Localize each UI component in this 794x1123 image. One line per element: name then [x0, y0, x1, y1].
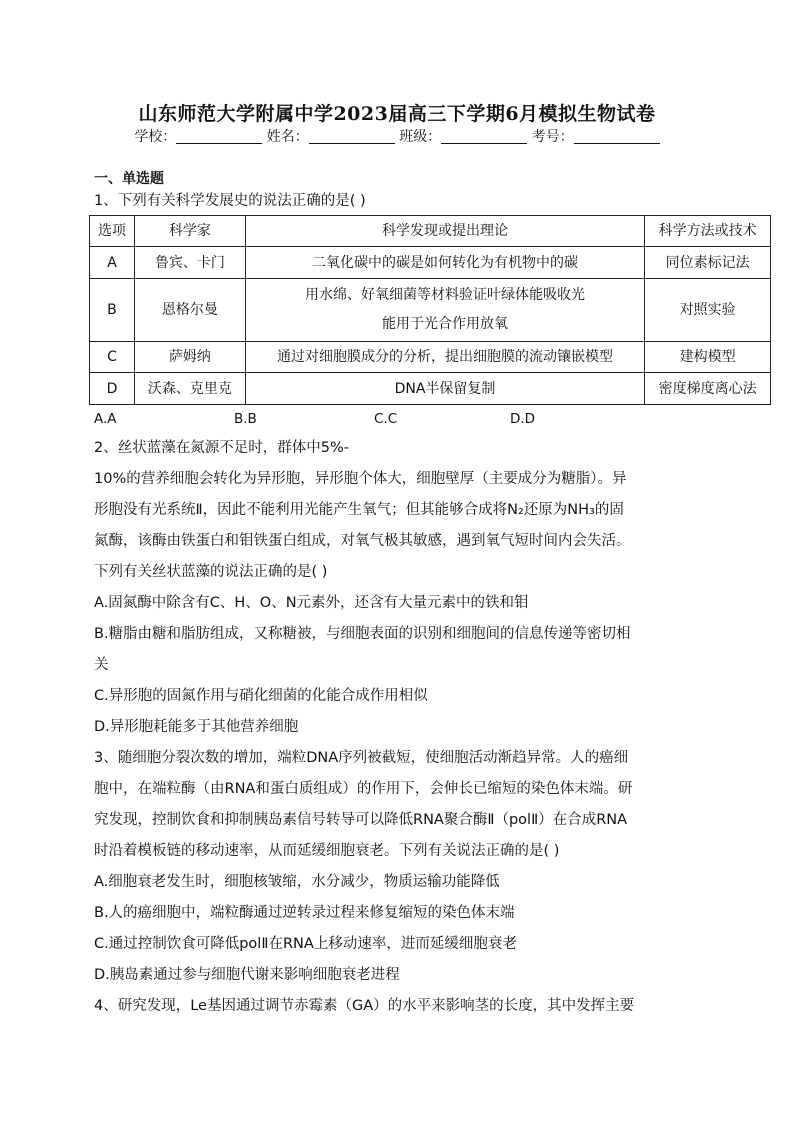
table-cell: 沃森、克里克 — [134, 373, 245, 405]
name-label: 姓名： — [266, 129, 309, 145]
table-cell: 建构模型 — [645, 342, 771, 373]
option-b[interactable]: B.糖脂由糖和脂肪组成，又称糖被，与细胞表面的识别和细胞间的信息传递等密切相 — [94, 626, 631, 642]
option-d[interactable]: D.D — [510, 411, 536, 427]
question-2-line: 氮酶，该酶由铁蛋白和钼铁蛋白组成，对氧气极其敏感，遇到氧气短时间内会失活。 — [94, 533, 631, 549]
question-2-line: 下列有关丝状蓝藻的说法正确的是( ) — [94, 564, 328, 580]
school-label: 学校： — [134, 129, 177, 145]
class-label: 班级： — [399, 129, 442, 145]
option-a[interactable]: A.固氮酶中除含有C、H、O、N元素外，还含有大量元素中的铁和钼 — [94, 595, 529, 611]
question-3-line: 3、随细胞分裂次数的增加，端粒DNA序列被截短，使细胞活动渐趋异常。人的癌细 — [94, 750, 629, 766]
table-header-row — [90, 216, 771, 247]
number-label: 考号： — [531, 129, 574, 145]
table-header-cell: 科学发现或提出理论 — [245, 216, 644, 247]
section-heading: 一、单选题 — [94, 171, 164, 187]
table-cell: 对照实验 — [645, 279, 771, 342]
question-3-line: 究发现，控制饮食和抑制胰岛素信号转导可以降低RNA聚合酶Ⅱ（polⅡ）在合成RNA — [94, 812, 628, 828]
table-cell: 萨姆纳 — [134, 342, 245, 373]
table-row — [90, 247, 771, 279]
name-blank[interactable] — [309, 129, 395, 144]
table-cell: A — [90, 247, 135, 279]
table-cell: 密度梯度离心法 — [645, 373, 771, 405]
page-title: 山东师范大学附属中学2023届高三下学期6月模拟生物试卷 — [138, 103, 656, 125]
table-cell: 通过对细胞膜成分的分析，提出细胞膜的流动镶嵌模型 — [245, 342, 644, 373]
table-row — [90, 342, 771, 373]
option-d[interactable]: D.异形胞耗能多于其他营养细胞 — [94, 719, 299, 735]
table-header-cell: 科学家 — [134, 216, 245, 247]
option-b-continued: 关 — [94, 657, 109, 673]
question-2-line: 10%的营养细胞会转化为异形胞，异形胞个体大，细胞壁厚（主要成分为糖脂）。异 — [94, 471, 627, 487]
table-cell: 恩格尔曼 — [134, 279, 245, 342]
question-2-line: 形胞没有光系统Ⅱ，因此不能利用光能产生氧气；但其能够合成将N₂还原为NH₃的固 — [94, 502, 624, 518]
table-cell: 二氧化碳中的碳是如何转化为有机物中的碳 — [245, 247, 644, 279]
option-a[interactable]: A.A — [94, 411, 117, 427]
table-cell: 鲁宾、卡门 — [134, 247, 245, 279]
option-d[interactable]: D.胰岛素通过参与细胞代谢来影响细胞衰老进程 — [94, 967, 400, 983]
question-3 — [94, 743, 706, 991]
number-blank[interactable] — [574, 129, 660, 144]
table-row — [90, 279, 771, 342]
question-2 — [94, 433, 706, 743]
table-cell: D — [90, 373, 135, 405]
table-cell — [245, 279, 644, 342]
table-cell: DNA半保留复制 — [245, 373, 644, 405]
table-header-cell: 科学方法或技术 — [645, 216, 771, 247]
school-blank[interactable] — [176, 129, 262, 144]
option-b[interactable]: B.人的癌细胞中，端粒酶通过逆转录过程来修复缩短的染色体末端 — [94, 905, 515, 921]
table-row — [90, 373, 771, 405]
table-cell-line: 用水绵、好氧细菌等材料验证叶绿体能吸收光 — [304, 287, 585, 303]
question-2-line: 2、丝状蓝藻在氮源不足时，群体中5%- — [94, 440, 349, 456]
question-1-table — [89, 215, 771, 405]
question-4-line: 4、研究发现，Le基因通过调节赤霉素（GA）的水平来影响茎的长度，其中发挥主要 — [94, 998, 635, 1014]
question-4 — [94, 991, 706, 1022]
table-cell: 同位素标记法 — [645, 247, 771, 279]
option-c[interactable]: C.异形胞的固氮作用与硝化细菌的化能合成作用相似 — [94, 688, 428, 704]
option-c[interactable]: C.通过控制饮食可降低polⅡ在RNA上移动速率，进而延缓细胞衰老 — [94, 936, 517, 952]
table-cell: B — [90, 279, 135, 342]
student-info-line — [0, 126, 794, 146]
question-3-line: 时沿着模板链的移动速率，从而延缓细胞衰老。下列有关说法正确的是( ) — [94, 843, 560, 859]
question-1-stem: 1、下列有关科学发展史的说法正确的是( ) — [94, 193, 366, 209]
option-a[interactable]: A.细胞衰老发生时，细胞核皱缩，水分减少，物质运输功能降低 — [94, 874, 500, 890]
class-blank[interactable] — [441, 129, 527, 144]
table-header-cell: 选项 — [90, 216, 135, 247]
table-cell: C — [90, 342, 135, 373]
question-3-line: 胞中，在端粒酶（由RNA和蛋白质组成）的作用下，会伸长已缩短的染色体末端。研 — [94, 781, 633, 797]
table-cell-line: 能用于光合作用放氧 — [381, 316, 508, 332]
option-b[interactable]: B.B — [234, 411, 257, 427]
option-c[interactable]: C.C — [374, 411, 398, 427]
